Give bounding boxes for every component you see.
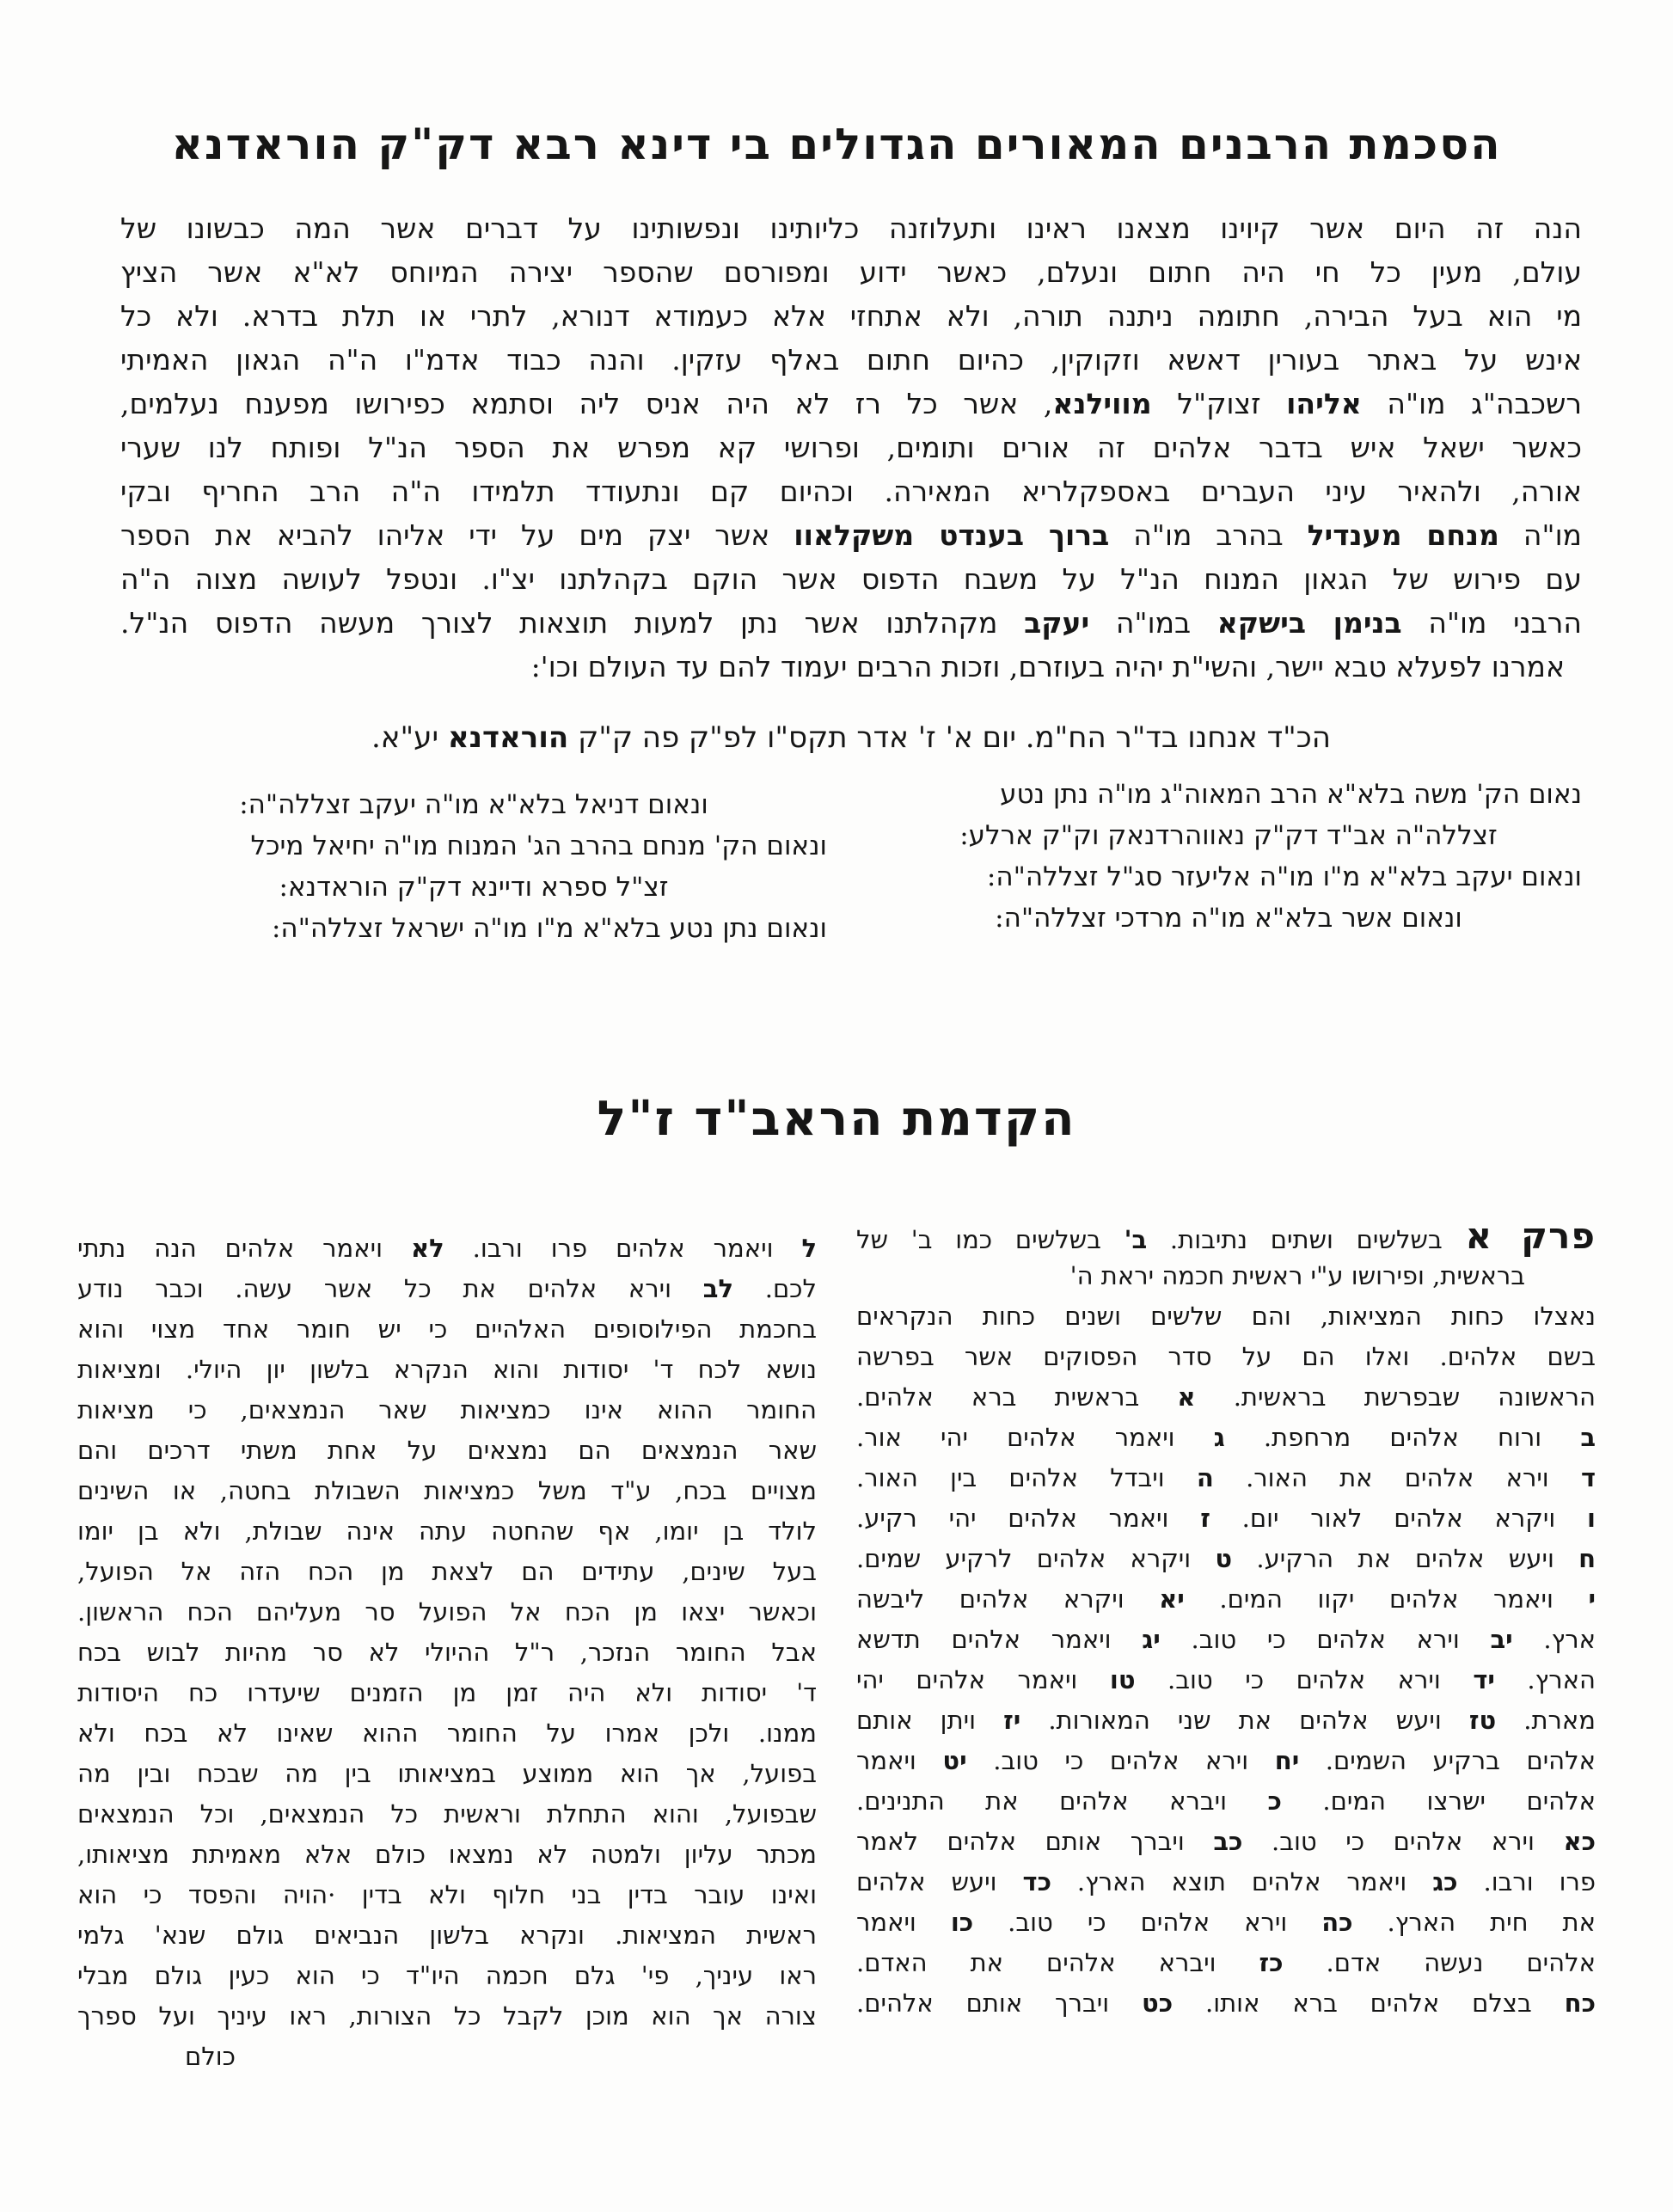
text-line <box>856 1296 1596 1337</box>
plain-text: בצלם אלהים ברא אותו. <box>1173 1988 1565 2018</box>
plain-text: צורה אך הוא מוכן לקבל כל הצורות, ראו עיניך ועל ספרך <box>77 2001 817 2031</box>
plain-text: ויאמר אלהים יהי רקיע. <box>856 1504 1201 1533</box>
bold-text: יעקב <box>1024 606 1090 640</box>
plain-text: וירא אלהים את האור. <box>1213 1463 1581 1492</box>
hakdama-column-left <box>77 1229 817 2077</box>
plain-text: מכתר עליון ולמטה לא נמצאו כולם אלא מאמיתת מציאותו, <box>77 1840 817 1869</box>
plain-text: בראשית, ופירושו ע"י ראשית חכמה יראת ה' <box>1069 1261 1525 1290</box>
plain-text: נושא לכח ד' יסודות והוא הנקרא בלשון יון היולי. ומציאות <box>77 1355 817 1384</box>
plain-text: בפועל, אך הוא ממוצע במציאותו בין מה שבכח ובין מה <box>77 1759 817 1788</box>
plain-text: במו"ה <box>1089 606 1217 640</box>
bold-text: ג <box>1213 1423 1225 1452</box>
bold-text: ו <box>1587 1504 1596 1533</box>
text-line <box>875 898 1582 939</box>
text-line <box>77 1754 817 1794</box>
text-line <box>120 867 827 908</box>
text-line <box>120 908 827 949</box>
bold-text: ז <box>1200 1504 1210 1533</box>
plain-text: ראו עיניך, פי' גלם חכמה היו"ד כי הוא כעין גולם מבלי <box>77 1961 817 1990</box>
plain-text: רשכבה"ג מו"ה <box>1361 387 1582 420</box>
text-line <box>77 1996 817 2037</box>
text-line <box>856 1337 1596 1377</box>
text-line <box>856 1418 1596 1458</box>
text-line <box>77 1875 817 1915</box>
text-line <box>120 825 827 867</box>
bold-text: טז <box>1468 1706 1497 1735</box>
plain-text: ויברך אותם אלהים. <box>856 1988 1143 2018</box>
plain-text: בשלשים ושתים נתיבות. <box>1147 1225 1466 1254</box>
plain-text: בשם אלהים. ואלו הם על סדר הפסוקים אשר בפרשה <box>856 1342 1596 1371</box>
catchword <box>77 2037 817 2077</box>
plain-text: אלהים ישרצו המים. <box>1281 1786 1596 1816</box>
plain-text: ויאמר אלהים יקוו המים. <box>1184 1584 1589 1614</box>
bold-text: יב <box>1490 1625 1513 1654</box>
hakdama-column-right <box>856 1216 1596 2077</box>
text-line <box>77 1471 817 1511</box>
plain-text: מי הוא בעל הבירה, חתומה ניתנה תורה, ולא אתחזי אלא כעמודא דנורא, לתרי או תלת בדרא. ולא כל <box>120 299 1582 333</box>
text-line <box>77 1713 817 1754</box>
plain-text: וירא אלהים כי טוב. <box>1242 1827 1564 1856</box>
plain-text: ויקרא אלהים לרקיע שמים. <box>856 1544 1216 1573</box>
text-line <box>77 1511 817 1552</box>
plain-text: ויבדל אלהים בין האור. <box>856 1463 1197 1492</box>
text-line <box>77 1794 817 1835</box>
plain-text: נאום הק' משה בלא"א הרב המאוה"ג מו"ה נתן נטע <box>1000 779 1582 810</box>
text-line <box>77 1835 817 1875</box>
plain-text: הרבני מו"ה <box>1401 606 1582 640</box>
plain-text: ויברא אלהים את התנינים. <box>856 1786 1268 1816</box>
text-line <box>875 815 1582 856</box>
plain-text: ד' יסודות ולא היה זמן מן הזמנים שיעדרו כח היסודות <box>77 1678 817 1707</box>
plain-text: מקהלתנו אשר נתן למעות תוצאות לצורך מעשה הדפוס הנ"ל. <box>120 606 1025 640</box>
haskama-paragraph <box>120 206 1582 689</box>
text-line <box>120 557 1582 601</box>
plain-text: כאשר ישאל איש בדבר אלהים זה אורים ותומים, ופרושי קא מפרש את הספר הנ"ל ופותח לנו שערי <box>120 431 1582 464</box>
text-line <box>856 1943 1596 1983</box>
plain-text: עולם, מעין כל חי היה חתום ונעלם, כאשר ידוע ומפורסם שהספר יצירה המיוחס לא"א אשר הציץ <box>120 255 1582 289</box>
plain-text: שאר הנמצאים הם נמצאים על אחת משתי דרכים והם <box>77 1436 817 1465</box>
bold-text: ד <box>1580 1463 1596 1492</box>
plain-text: ויאמר <box>856 1908 951 1937</box>
plain-text: לולד בן יומו, אף שהחטה עתה אינה שבולת, ולא בן יומו <box>77 1517 817 1546</box>
text-line <box>77 1431 817 1471</box>
plain-text: אבל החומר הנזכר, ר"ל ההיולי לא סר מהיות לבוש בכח <box>77 1638 817 1667</box>
plain-text: ראשית המציאות. ונקרא בלשון הנביאים גולם שנא' גלמי <box>77 1921 817 1950</box>
plain-text: עם פירוש של הגאון המנוח הנ"ל על משבח הדפוס אשר הוקם בקהלתנו יצ"ו. ונטפל לעושה מצוה ה"ה <box>120 562 1582 596</box>
text-line <box>120 513 1582 557</box>
text-line <box>120 338 1582 382</box>
plain-text: ורוח אלהים מרחפת. <box>1224 1423 1581 1452</box>
signature-column-left <box>120 784 827 949</box>
text-line <box>77 1269 817 1309</box>
plain-text: ויאמר <box>856 1746 943 1775</box>
text-line <box>120 784 827 825</box>
plain-text: ונאום דניאל בלא"א מו"ה יעקב זצללה"ה: <box>239 789 708 820</box>
bold-text: מנחם מענדיל <box>1307 518 1499 552</box>
text-line <box>77 1390 817 1431</box>
plain-text: בראשית ברא אלהים. <box>856 1382 1178 1412</box>
text-line <box>856 1620 1596 1660</box>
plain-text: וירא אלהים כי טוב. <box>1135 1665 1474 1694</box>
bold-text: כו <box>950 1908 974 1937</box>
haskama-title: הסכמת הרבנים המאורים הגדולים בי דינא רבא דק"ק הוראדנא <box>171 119 1502 169</box>
plain-text: וירא אלהים כי טוב. <box>966 1746 1275 1775</box>
plain-text: ויברך אותם אלהים לאמר <box>856 1827 1214 1856</box>
text-line <box>856 1539 1596 1579</box>
plain-text: אלהים נעשה אדם. <box>1283 1948 1596 1977</box>
plain-text: הכ"ד אנחנו בד"ר הח"מ. יום א' ז' אדר תקס"ו לפ"ק פה ק"ק <box>568 720 1331 755</box>
plain-text: ויאמר אלהים יהי אור. <box>856 1423 1214 1452</box>
plain-text: לכם. <box>733 1274 818 1303</box>
bold-text: א <box>1177 1382 1196 1412</box>
plain-text: מו"ה <box>1498 518 1582 552</box>
plain-text: בשלשים כמו ב' של <box>856 1225 1125 1254</box>
plain-text: מצויים בכח, ע"ד משל כמציאות השבולת בחטה, או השינים <box>77 1476 817 1505</box>
text-line <box>120 645 1582 689</box>
section-drop-word: פרק א <box>1465 1215 1596 1257</box>
plain-text: את חית הארץ. <box>1352 1908 1596 1937</box>
hakdama-columns <box>77 1216 1596 2077</box>
text-line <box>856 1903 1596 1943</box>
text-line <box>856 1216 1596 1256</box>
bold-text: לא <box>411 1234 444 1263</box>
bold-text: ט <box>1215 1544 1233 1573</box>
text-line <box>77 1350 817 1390</box>
bold-text: כא <box>1563 1827 1596 1856</box>
plain-text: ויאמר אלהים הנה נתתי <box>77 1234 411 1263</box>
text-line <box>875 774 1582 815</box>
plain-text: אלהים ברקיע השמים. <box>1299 1746 1596 1775</box>
text-line <box>856 1983 1596 2024</box>
signature-column-right <box>875 774 1582 949</box>
bold-text: לב <box>702 1274 733 1303</box>
plain-text: ויאמר אלהים יהי <box>856 1665 1110 1694</box>
plain-text: וירא אלהים את כל אשר עשה. וכבר נודע <box>77 1274 703 1303</box>
bold-text: בנימן בישקא <box>1216 606 1402 640</box>
text-line <box>77 1915 817 1956</box>
plain-text: כולם <box>185 2042 236 2071</box>
bold-text: כה <box>1321 1908 1353 1937</box>
plain-text: ונאום יעקב בלא"א מ"ו מו"ה אליעזר סג"ל זצללה"ה: <box>986 861 1582 892</box>
plain-text: מארת. <box>1496 1706 1596 1735</box>
plain-text: שבפועל, והוא התחלת וראשית כל הנמצאים, וכל הנמצאים <box>77 1799 817 1829</box>
text-line <box>856 1700 1596 1741</box>
text-line <box>856 1579 1596 1620</box>
plain-text: ויעש אלהים את שני המאורות. <box>1020 1706 1469 1735</box>
text-line <box>856 1741 1596 1781</box>
text-line <box>77 1673 817 1713</box>
text-line <box>77 1956 817 1996</box>
text-line <box>120 426 1582 469</box>
plain-text: ונאום נתן נטע בלא"א מ"ו מו"ה ישראל זצללה"ה: <box>271 913 827 944</box>
plain-text: ויעש אלהים את הרקיע. <box>1232 1544 1579 1573</box>
text-line <box>120 250 1582 294</box>
plain-text: פרו ורבו. <box>1457 1867 1596 1896</box>
text-line <box>120 382 1582 426</box>
plain-text: ממנו. ולכן אמרו על החומר ההוא שאינו לא בכח ולא <box>77 1719 817 1748</box>
text-line <box>77 1552 817 1592</box>
plain-text: יע"א. <box>371 720 448 755</box>
text-line <box>856 1660 1596 1700</box>
bold-text: כז <box>1259 1948 1284 1977</box>
plain-text: ארץ. <box>1512 1625 1596 1654</box>
plain-text: , אשר כל רז לא היה אניס ליה וסתמא כפירושו מפענח נעלמים, <box>120 387 1053 420</box>
plain-text: ויתן אותם <box>856 1706 1004 1735</box>
bold-text: יט <box>942 1746 967 1775</box>
plain-text: החומר ההוא אינו כמציאות שאר הנמצאים, כי מציאות <box>77 1395 817 1425</box>
plain-text: נאצלו כחות המציאות, והם שלשים ושנים כחות הנקראים <box>856 1302 1596 1331</box>
plain-text: זצ"ל ספרא ודיינא דק"ק הוראדנא: <box>279 872 669 903</box>
text-line <box>856 1862 1596 1903</box>
bold-text: י <box>1588 1584 1596 1614</box>
plain-text: ונאום אשר בלא"א מו"ה מרדכי זצללה"ה: <box>995 903 1462 934</box>
plain-text: וכאשר יצאו מן הכח אל הפועל סר מעליהם הכח הראשון. <box>77 1597 817 1627</box>
text-line <box>856 1458 1596 1498</box>
text-line <box>856 1256 1596 1296</box>
plain-text: ויברא אלהים את האדם. <box>856 1948 1259 1977</box>
plain-text: ויאמר אלהים תוצא הארץ. <box>1051 1867 1433 1896</box>
plain-text: זצללה"ה אב"ד דק"ק נאווהרדנאק וק"ק ארלע: <box>959 820 1498 851</box>
text-line <box>77 1633 817 1673</box>
bold-text: ב' <box>1124 1225 1148 1254</box>
bold-text: כב <box>1213 1827 1243 1856</box>
bold-text: הוראדנא <box>447 720 569 755</box>
plain-text: ונאום הק' מנחם בהרב הג' המנוח מו"ה יחיאל מיכל <box>250 830 827 861</box>
plain-text: אשר יצק מים על ידי אליהו להביא את הספר <box>120 518 794 552</box>
text-line <box>120 601 1582 645</box>
plain-text: בעל שינים, עתידים הם לצאת מן הכח הזה אל הפועל, <box>77 1557 817 1586</box>
signatures-block <box>120 774 1582 949</box>
bold-text: ל <box>801 1234 817 1263</box>
plain-text: בהרב מו"ה <box>1109 518 1308 552</box>
bold-text: יא <box>1159 1584 1185 1614</box>
bold-text: ח <box>1578 1544 1596 1573</box>
bold-text: כ <box>1267 1786 1282 1816</box>
text-line <box>856 1822 1596 1862</box>
bold-text: כג <box>1432 1867 1458 1896</box>
text-line <box>77 1229 817 1269</box>
plain-text: אמרנו לפעלא טבא יישר, והשי"ת יהיה בעוזרם, וזכות הרבים יעמוד להם עד העולם וכו': <box>530 650 1565 683</box>
plain-text: וירא אלהים כי טוב. <box>973 1908 1322 1937</box>
plain-text: ואינו עובר בדין בני חלוף ולא בדין ·הויה והפסד כי הוא <box>77 1880 817 1909</box>
plain-text: ויקרא אלהים ליבשה <box>856 1584 1160 1614</box>
text-line <box>875 856 1582 898</box>
text-line <box>856 1377 1596 1418</box>
plain-text: ויאמר אלהים פרו ורבו. <box>444 1234 802 1263</box>
bold-text: אליהו <box>1286 387 1362 420</box>
text-line <box>77 1592 817 1633</box>
plain-text: הנה זה היום אשר קיוינו מצאנו ראינו ותעלוזנה כליותינו ונפשותינו על דברים אשר המה כבשונו של <box>120 211 1582 245</box>
bold-text: ב <box>1580 1423 1596 1452</box>
bold-text: כח <box>1564 1988 1596 2018</box>
text-line <box>856 1781 1596 1822</box>
bold-text: טו <box>1109 1665 1136 1694</box>
text-line <box>120 469 1582 513</box>
text-line <box>120 294 1582 338</box>
bold-text: יח <box>1274 1746 1300 1775</box>
plain-text: בחכמת הפילוסופים האלהיים כי יש חומר אחד מצוי והוא <box>77 1314 817 1344</box>
bold-text: ברוך בענדט משקלאוו <box>794 518 1110 552</box>
plain-text: ויעש אלהים <box>856 1867 1023 1896</box>
plain-text: זצוק"ל <box>1151 387 1287 420</box>
hakdama-title: הקדמת הראב"ד ז"ל <box>597 1090 1076 1147</box>
text-line <box>120 206 1582 250</box>
bold-text: ה <box>1196 1463 1214 1492</box>
bold-text: כט <box>1142 1988 1174 2018</box>
bold-text: יג <box>1142 1625 1161 1654</box>
plain-text: אורה, ולהאיר עיני העברים באספקלריא המאירה. וכהיום קם ונתעודד תלמידו ה"ה הרב החריף ובקי <box>120 475 1582 508</box>
bold-text: מווילנא <box>1052 387 1152 420</box>
approbation-date-line <box>120 715 1582 760</box>
plain-text: הראשונה שבפרשת בראשית. <box>1195 1382 1596 1412</box>
plain-text: וירא אלהים כי טוב. <box>1160 1625 1491 1654</box>
text-line <box>120 715 1582 760</box>
bold-text: יז <box>1003 1706 1021 1735</box>
plain-text: הארץ. <box>1494 1665 1596 1694</box>
text-line <box>856 1498 1596 1539</box>
plain-text: אינש על באתר בעורין דאשא וזקוקין, כהיום חתום באלף עזקין. והנה כבוד אדמ"ו ה"ה הגאון האמיתי <box>120 343 1582 377</box>
plain-text: ויאמר אלהים תדשא <box>856 1625 1143 1654</box>
bold-text: יד <box>1473 1665 1495 1694</box>
bold-text: כד <box>1022 1867 1051 1896</box>
text-line <box>77 1309 817 1350</box>
plain-text: ויקרא אלהים לאור יום. <box>1210 1504 1588 1533</box>
